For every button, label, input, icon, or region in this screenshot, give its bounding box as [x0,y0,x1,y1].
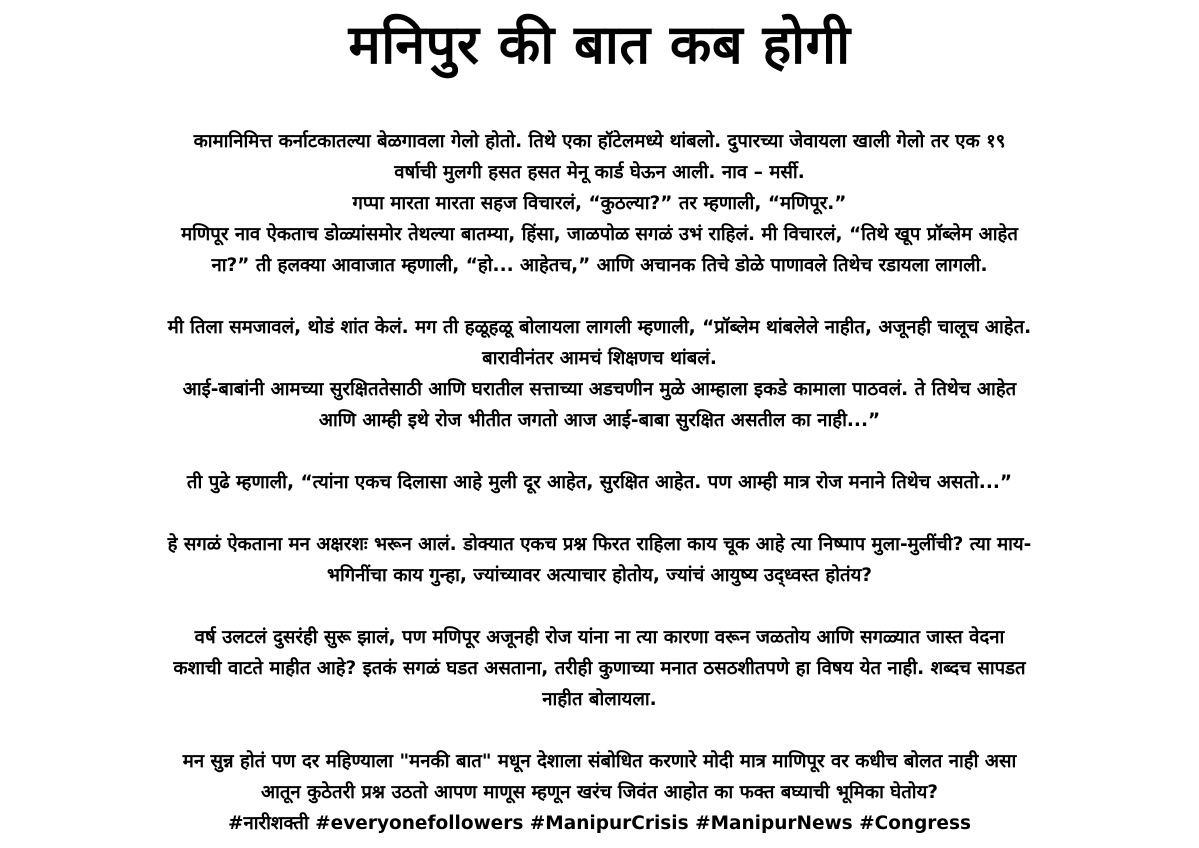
text-line: आई-बाबांनी आमच्या सुरक्षिततेसाठी आणि घरातील सत्ताच्या अडचणीन मुळे आम्हाला इकडे कामाला पाठवलं. ते तिथेच आहेत [182,379,1017,400]
text-line: ती पुढे म्हणाली, “त्यांना एकच दिलासा आहे मुली दूर आहेत, सुरक्षित आहेत. पण आम्ही मात्र रोज मनाने तिथेच असतो...” [186,472,1013,493]
text-line: आतून कुठेतरी प्रश्न उठतो आपण माणूस म्हणून खरंच जिवंत आहोत का फक्त बघ्याची भूमिका घेतोय? [260,782,939,803]
article-body [40,126,1159,839]
text-line: कामानिमित्त कर्नाटकातल्या बेळगावला गेलो होतो. तिथे एका हॉटेलमध्ये थांबलो. दुपारच्या जेवायला खाली गेलो तर एक १९ [193,131,1006,152]
paragraph-gap [40,715,1159,746]
paragraph-gap [40,591,1159,622]
text-line: वर्ष उलटलं दुसरंही सुरू झालं, पण मणिपूर अजूनही रोज यांना ना त्या कारणा वरून जळतोय आणि सगळ्यात जास्त वेदना [194,627,1005,648]
paragraph-2 [40,312,1159,436]
text-line: मी तिला समजावलं, थोडं शांत केलं. मग ती हळूहळू बोलायला लागली म्हणाली, “प्रॉब्लेम थांबलेले नाहीत, अजूनही चालूच आहेत. [167,317,1032,338]
text-line: आणि आम्ही इथे रोज भीतीत जगतो आज आई-बाबा सुरक्षित असतील का नाही...” [318,410,881,431]
text-line: ना?” ती हलक्या आवाजात म्हणाली, “हो... आहेतच,” आणि अचानक तिचे डोळे पाणावले तिथेच रडायला लागली. [211,255,988,276]
paragraph-3 [40,467,1159,498]
page-title: मनिपुर की बात कब होगी [348,13,851,76]
hashtags: #नारीशक्ती #everyonefollowers #ManipurCrisis #ManipurNews #Congress [227,813,972,834]
text-line: बारावीनंतर आमचं शिक्षणच थांबलं. [482,348,717,369]
paragraph-gap [40,281,1159,312]
paragraph-gap [40,436,1159,467]
text-line: कशाची वाटते माहीत आहे? इतकं सगळं घडत असताना, तरीही कुणाच्या मनात ठसठशीतपणे हा विषय येत नाही. शब्दच सापडत [173,658,1026,679]
paragraph-gap [40,498,1159,529]
text-line: गप्पा मारता मारता सहज विचारलं, “कुठल्या?” तर म्हणाली, “मणिपूर.” [352,193,847,214]
text-line: मन सुन्न होतं पण दर महिण्याला "मनकी बात" मधून देशाला संबोधित करणारे मोदी मात्र माणिपूर वर कधीच बोलत नाही असा [182,751,1017,772]
paragraph-6 [40,746,1159,839]
paragraph-1 [40,126,1159,281]
text-line: हे सगळं ऐकताना मन अक्षरशः भरून आलं. डोक्यात एकच प्रश्न फिरत राहिला काय चूक आहे त्या निष्पाप मुला-मुलींची? त्या माय- [167,534,1032,555]
text-line: मणिपूर नाव ऐकताच डोळ्यांसमोर तेथल्या बातम्या, हिंसा, जाळपोळ सगळं उभं राहिलं. मी विचारलं, “तिथे खूप प्रॉब्लेम आहेत [181,224,1018,245]
text-line: नाहीत बोलायला. [542,689,657,710]
paragraph-4 [40,529,1159,591]
paragraph-5 [40,622,1159,715]
text-line: भगिनींचा काय गुन्हा, ज्यांच्यावर अत्याचार होतोय, ज्यांचं आयुष्य उद्ध्वस्त होतंय? [326,565,873,586]
text-line: वर्षाची मुलगी हसत हसत मेनू कार्ड घेऊन आली. नाव – मर्सी. [394,162,805,183]
